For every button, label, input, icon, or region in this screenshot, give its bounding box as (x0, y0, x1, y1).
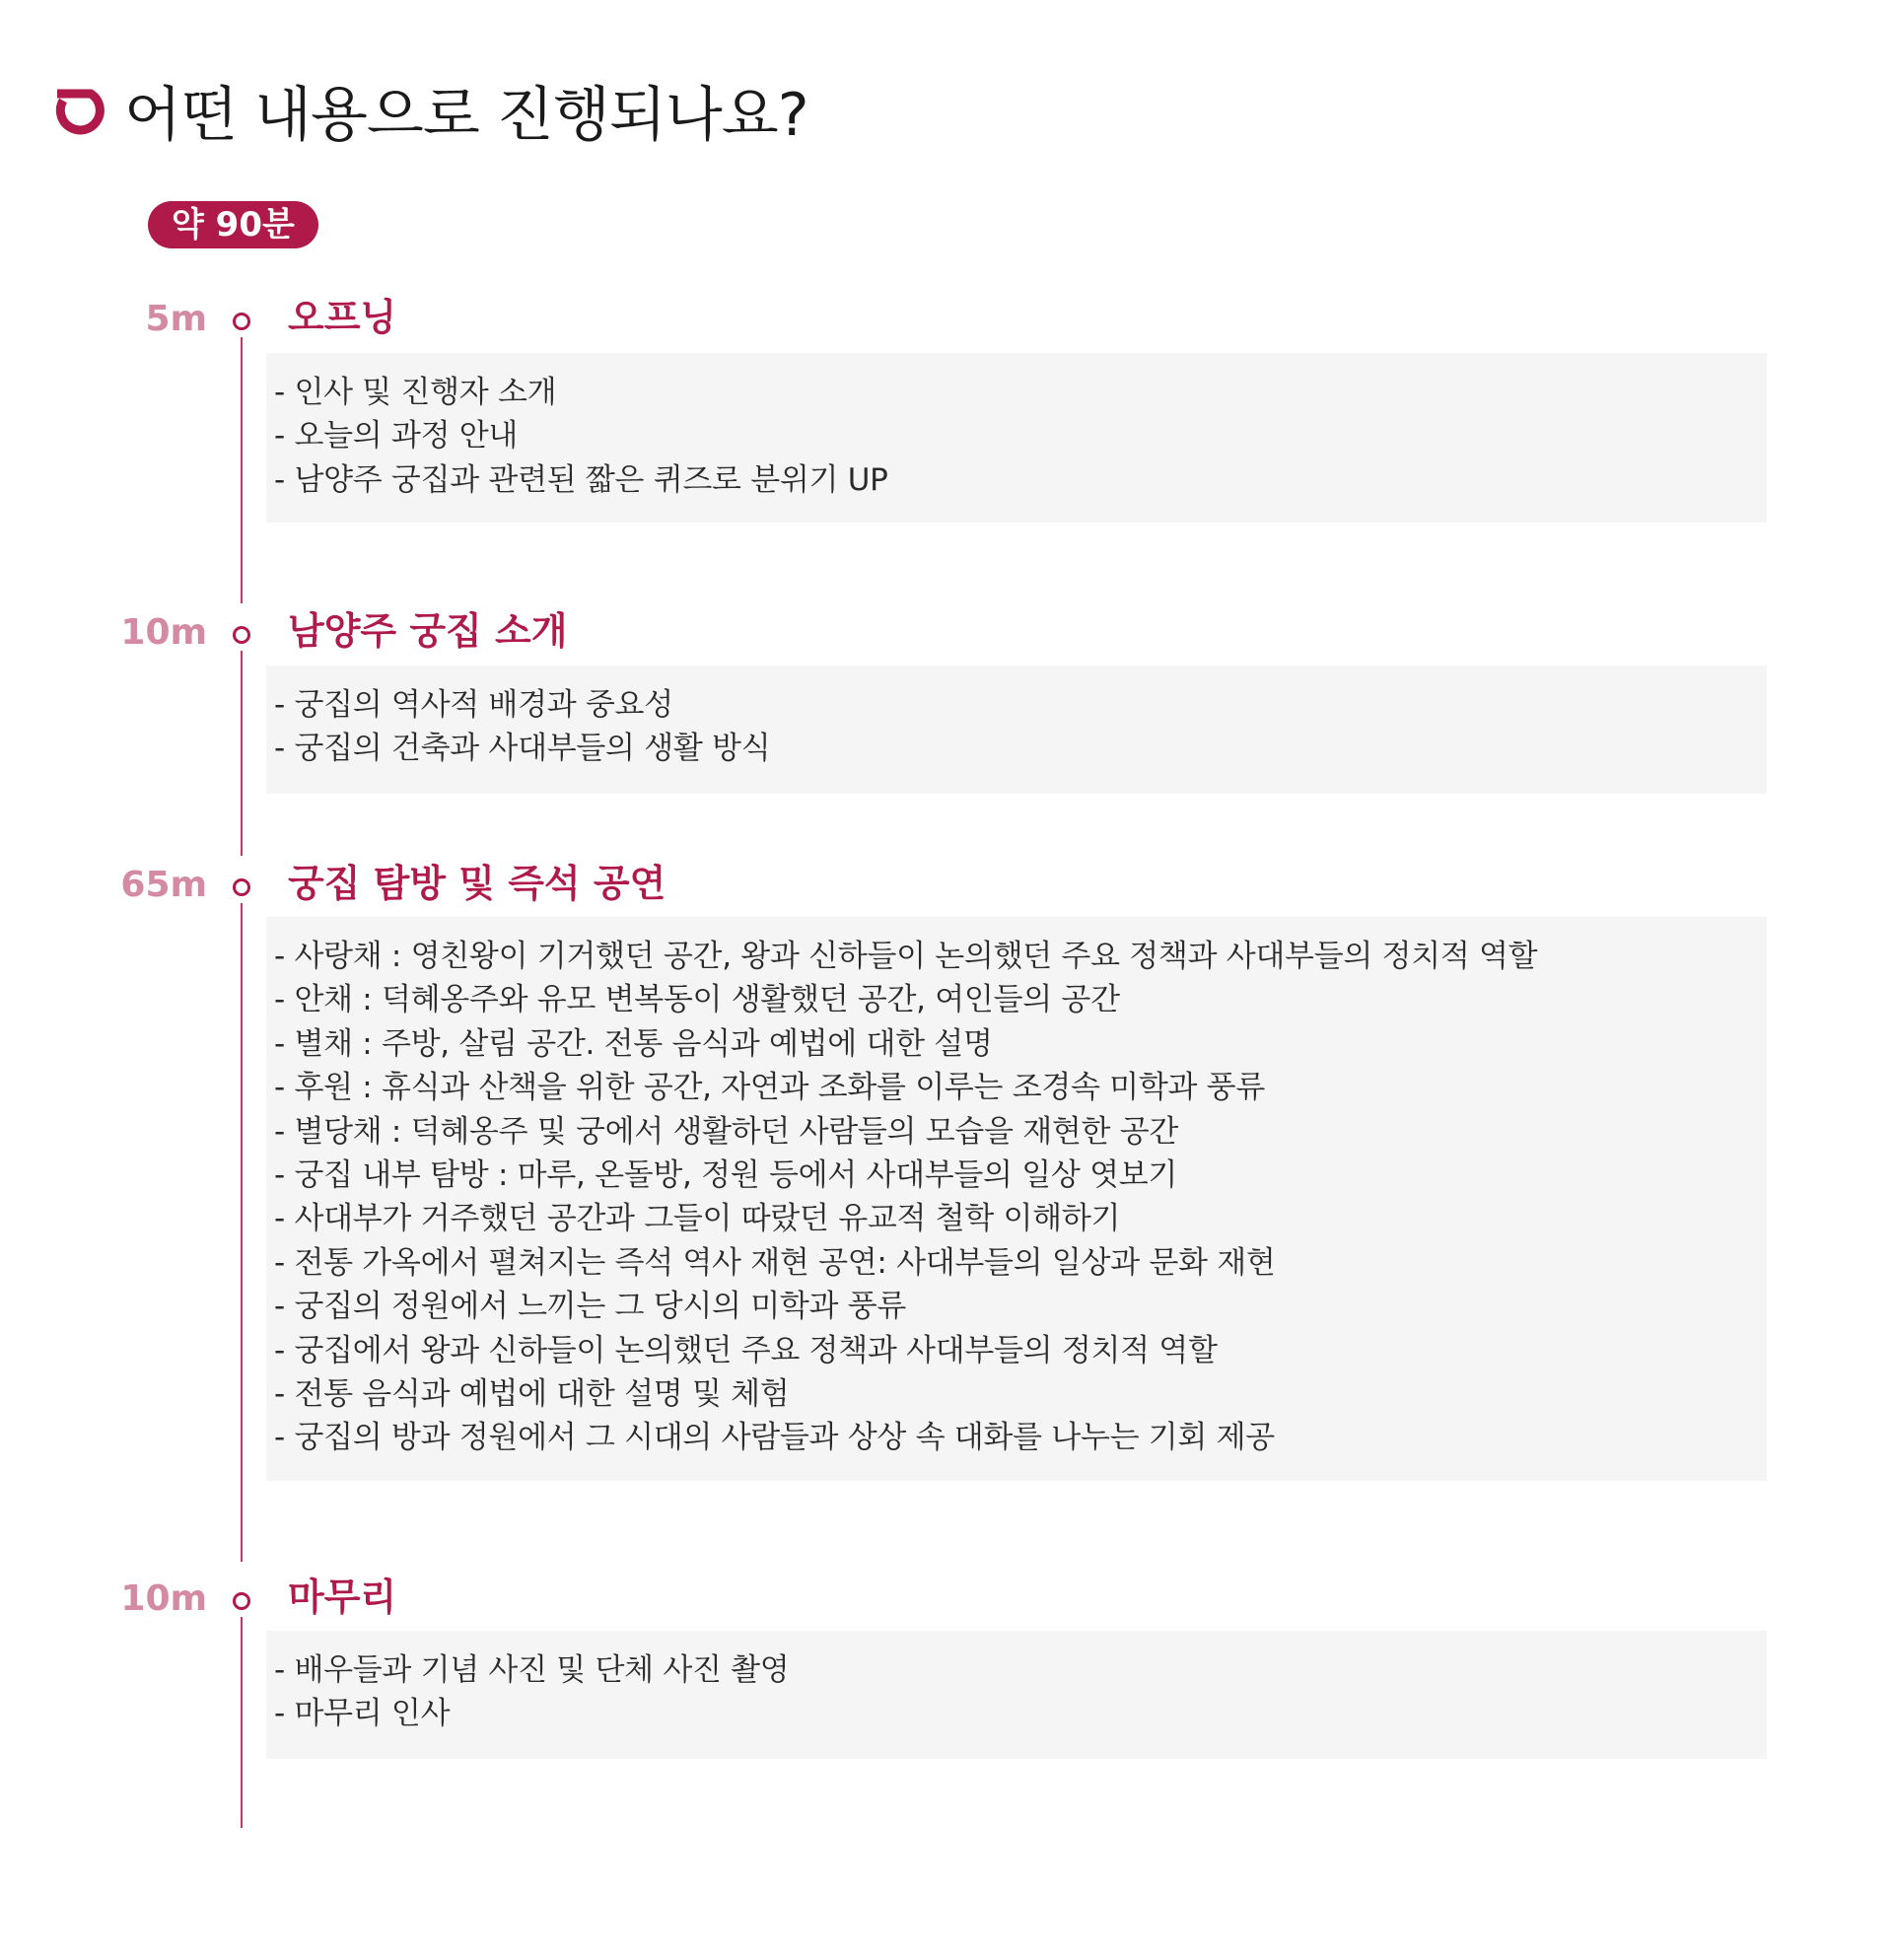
duration-badge: 약 90분 (148, 201, 318, 248)
list-item: - 사대부가 거주했던 공간과 그들이 따랐던 유교적 철학 이해하기 (274, 1201, 1121, 1237)
timeline-dot-icon (233, 878, 250, 896)
list-item: - 궁집의 정원에서 느끼는 그 당시의 미학과 풍류 (274, 1289, 907, 1325)
time-label: 5m (145, 299, 207, 339)
list-item: - 인사 및 진행자 소개 (274, 375, 557, 410)
timeline-dot-icon (233, 1592, 250, 1610)
section-title: 마무리 (288, 1575, 397, 1619)
section-content-box (266, 353, 1767, 523)
section-title: 남양주 궁집 소개 (288, 609, 568, 653)
page-title: 어떤 내용으로 진행되나요? (124, 81, 808, 150)
list-item: - 궁집에서 왕과 신하들이 논의했던 주요 정책과 사대부들의 정치적 역할 (274, 1332, 1218, 1368)
list-item: - 전통 음식과 예법에 대한 설명 및 체험 (274, 1376, 790, 1413)
timeline-line (241, 651, 243, 856)
section-content-box (266, 665, 1767, 794)
time-label: 10m (120, 612, 207, 653)
list-item: - 마무리 인사 (274, 1696, 451, 1732)
list-item: - 안채 : 덕혜옹주와 유모 변복동이 생활했던 공간, 여인들의 공간 (274, 982, 1120, 1018)
list-item: - 사랑채 : 영친왕이 기거했던 공간, 왕과 신하들이 논의했던 주요 정책과 사대부들의 정치적 역할 (274, 939, 1538, 974)
timeline-line (241, 337, 243, 603)
list-item: - 배우들과 기념 사진 및 단체 사진 촬영 (274, 1652, 790, 1688)
section-content-box (266, 1631, 1767, 1759)
list-item: - 전통 가옥에서 펼쳐지는 즉석 역사 재현 공연: 사대부들의 일상과 문화 재현 (274, 1244, 1276, 1281)
section-title: 오프닝 (288, 296, 397, 339)
section-title: 궁집 탐방 및 즉석 공연 (288, 862, 666, 905)
list-item: - 별채 : 주방, 살림 공간. 전통 음식과 예법에 대한 설명 (274, 1025, 993, 1062)
page-header (51, 71, 808, 150)
time-label: 10m (120, 1578, 207, 1619)
time-label: 65m (120, 865, 207, 905)
list-item: - 오늘의 과정 안내 (274, 418, 519, 455)
section-content-box (266, 917, 1767, 1481)
timeline-dot-icon (233, 313, 250, 330)
brand-logo-icon (51, 84, 105, 137)
list-item: - 궁집의 역사적 배경과 중요성 (274, 687, 673, 723)
list-item: - 별당채 : 덕혜옹주 및 궁에서 생활하던 사람들의 모습을 재현한 공간 (274, 1113, 1179, 1150)
list-item: - 궁집의 건축과 사대부들의 생활 방식 (274, 731, 771, 767)
list-item: - 궁집의 방과 정원에서 그 시대의 사람들과 상상 속 대화를 나누는 기회 제공 (274, 1420, 1275, 1456)
list-item: - 후원 : 휴식과 산책을 위한 공간, 자연과 조화를 이루는 조경속 미학과 풍류 (274, 1070, 1265, 1106)
timeline-line (241, 903, 243, 1562)
list-item: - 남양주 궁집과 관련된 짧은 퀴즈로 분위기 UP (274, 461, 888, 498)
list-item: - 궁집 내부 탐방 : 마루, 온돌방, 정원 등에서 사대부들의 일상 엿보기 (274, 1157, 1178, 1194)
timeline-line (241, 1617, 243, 1828)
timeline-dot-icon (233, 626, 250, 644)
